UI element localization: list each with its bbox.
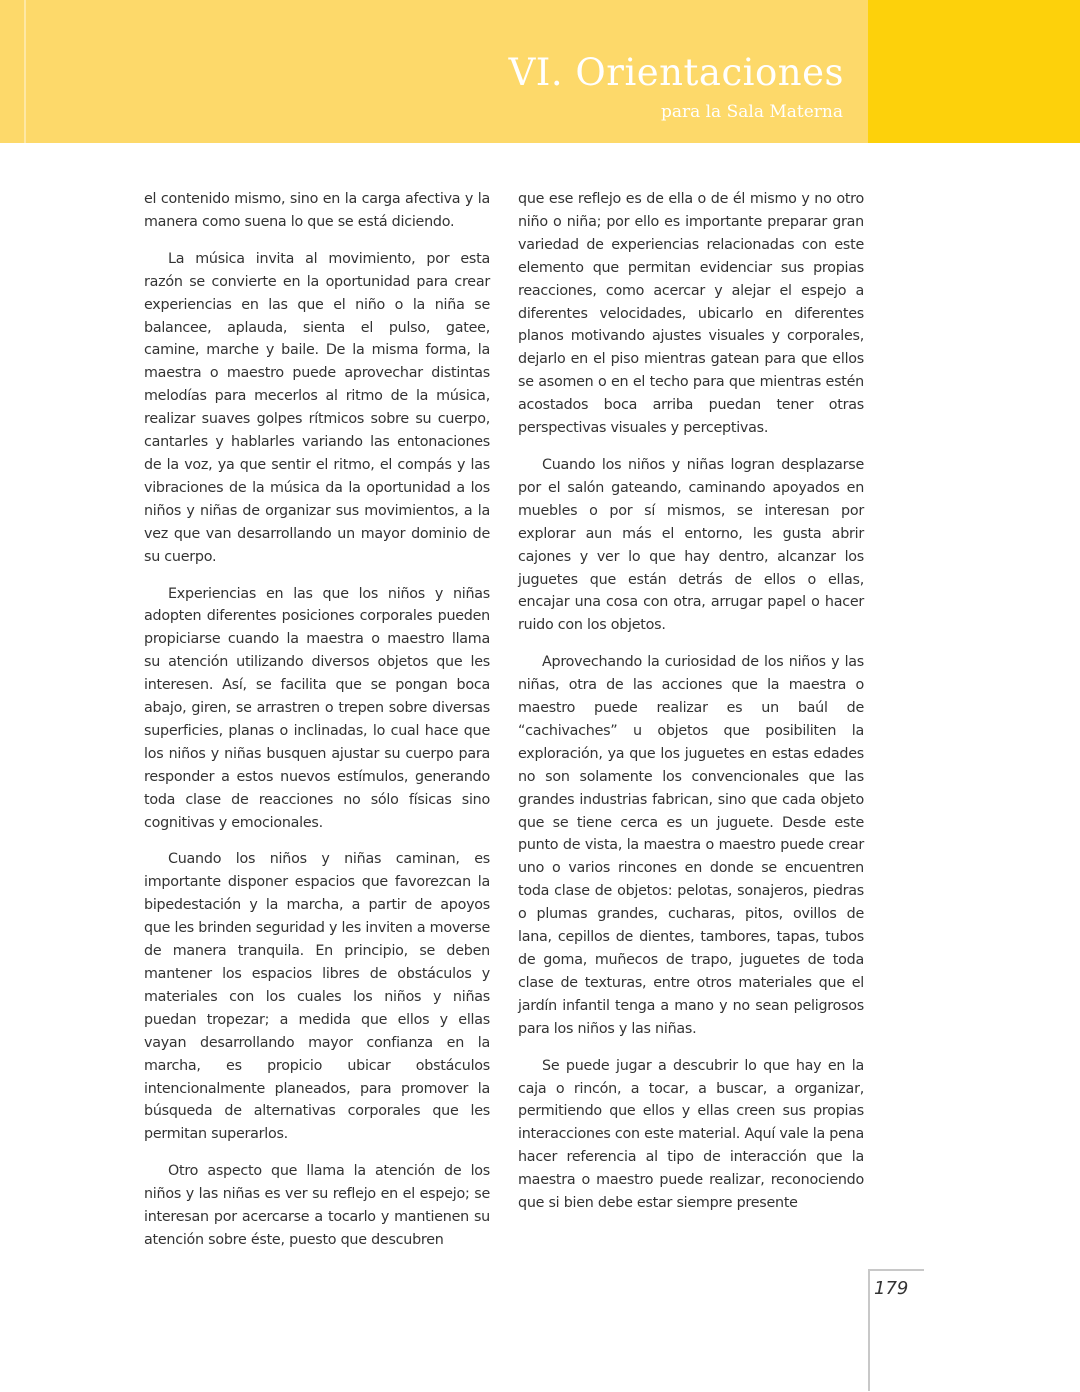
header-divider xyxy=(24,0,26,143)
right-column xyxy=(518,188,864,1229)
paragraph: Otro aspecto que llama la atención de los niños y las niñas es ver su reflejo en el espejo; se interesan por acercarse a tocarlo y mantienen su atención sobre éste, puesto que descubren xyxy=(144,1163,490,1248)
paragraph: que ese reflejo es de ella o de él mismo y no otro niño o niña; por ello es importante preparar gran variedad de experiencias relacionadas con este elemento que permitan evidenciar sus propias reacciones, como acercar y alejar el espejo a diferentes velocidades, ubicarlo en diferentes planos motivando ajustes visuales y corporales, dejarlo en el piso mientras gatean para que ellos se asomen o en el techo para que mientras estén acostados boca arriba puedan tener otras perspectivas visuales y perceptivas. xyxy=(518,191,864,437)
header-accent-block xyxy=(868,0,1080,143)
chapter-header xyxy=(0,0,1080,143)
chapter-title: VI. Orientaciones xyxy=(508,51,844,94)
paragraph: Cuando los niños y niñas caminan, es importante disponer espacios que favorezcan la bipedestación y la marcha, a partir de apoyos que les brinden seguridad y les inviten a moverse de manera tranquila. En principio, se deben mantener los espacios libres de obstáculos y materiales con los cuales los niños y niñas puedan tropezar; a medida que ellos y ellas vayan desarrollando mayor confianza en la marcha, es propicio ubicar obstáculos intencionalmente planeados, para promover la búsqueda de alternativas corporales que les permitan superarlos. xyxy=(144,851,490,1143)
paragraph: el contenido mismo, sino en la carga afectiva y la manera como suena lo que se está diciendo. xyxy=(144,191,490,230)
paragraph: Experiencias en las que los niños y niñas adopten diferentes posiciones corporales pueden propiciarse cuando la maestra o maestro llama su atención utilizando diversos objetos que les interesen. Así, se facilita que se pongan boca abajo, giren, se arrastren o trepen sobre diversas superficies, planas o inclinadas, lo cual hace que los niños y niñas busquen ajustar su cuerpo para responder a estos nuevos estímulos, generando toda clase de reacciones no sólo físicas sino cognitivas y emocionales. xyxy=(144,585,490,831)
chapter-subtitle: para la Sala Materna xyxy=(660,102,843,122)
page-number: 179 xyxy=(874,1278,909,1299)
left-column xyxy=(144,188,490,1266)
paragraph: La música invita al movimiento, por esta razón se convierte en la oportunidad para crear experiencias en las que el niño o la niña se balancee, aplauda, sienta el pulso, gatee, camine, marche y baile. De la misma forma, la maestra o maestro puede aprovechar distintas melodías para mecerlos al ritmo de la música, realizar suaves golpes rítmicos sobre su cuerpo, cantarles y hablarles variando las entonaciones de la voz, ya que sentir el ritmo, el compás y las vibraciones de la música da la oportunidad a los niños y niñas de organizar sus movimientos, a la vez que van desarrollando un mayor dominio de su cuerpo. xyxy=(144,250,490,565)
paragraph: Aprovechando la curiosidad de los niños y las niñas, otra de las acciones que la maestra o maestro puede realizar es un baúl de “cachivaches” u objetos que posibiliten la exploración, ya que los juguetes en estas edades no son solamente los convencionales que las grandes industrias fabrican, sino que cada objeto que se tiene cerca es un juguete. Desde este punto de vista, la maestra o maestro puede crear uno o varios rincones en donde se encuentren toda clase de objetos: pelotas, sonajeros, piedras o plumas grandes, cucharas, pitos, ovillos de lana, cepillos de dientes, tambores, tapas, tubos de goma, muñecos de trapo, juguetes de toda clase de texturas, entre otros materiales que el jardín infantil tenga a mano y no sean peligrosos para los niños y las niñas. xyxy=(518,654,864,1037)
paragraph: Se puede jugar a descubrir lo que hay en la caja o rincón, a tocar, a buscar, a organizar, permitiendo que ellos y ellas creen sus propias interacciones con este material. Aquí vale la pena hacer referencia al tipo de interacción que la maestra o maestro puede realizar, reconociendo que si bien debe estar siempre presente xyxy=(518,1057,864,1212)
paragraph: Cuando los niños y niñas logran desplazarse por el salón gateando, caminando apoyados en muebles o por sí mismos, se interesan por explorar aun más el entorno, les gusta abrir cajones y ver lo que hay dentro, alcanzar los juguetes que están detrás de ellos o ellas, encajar una cosa con otra, arrugar papel o hacer ruido con los objetos. xyxy=(518,456,864,634)
